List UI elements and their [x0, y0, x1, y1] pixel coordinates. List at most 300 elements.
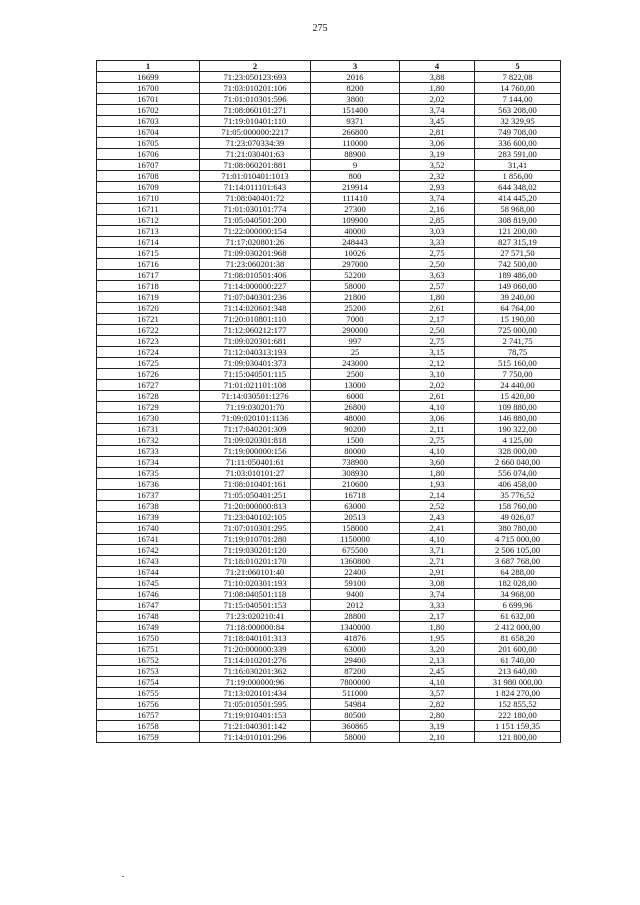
table-cell-col-1: 16757	[97, 710, 200, 721]
table-cell-col-2: 71:18:000000:84	[200, 622, 311, 633]
table-cell-col-4: 3,60	[400, 457, 475, 468]
table-cell-col-3: 109900	[311, 215, 400, 226]
table-cell-col-5: 749 708,00	[475, 127, 561, 138]
table-row	[97, 534, 561, 545]
table-cell-col-2: 71:12:060212:177	[200, 325, 311, 336]
table-cell-col-5: 14 760,00	[475, 83, 561, 94]
table-cell-col-2: 71:14:010101:296	[200, 732, 311, 743]
table-cell-col-3: 1340000	[311, 622, 400, 633]
table-cell-col-5: 7 144,00	[475, 94, 561, 105]
table-cell-col-4: 3,63	[400, 270, 475, 281]
table-row	[97, 292, 561, 303]
table-cell-col-2: 71:19:030201:120	[200, 545, 311, 556]
table-cell-col-1: 16743	[97, 556, 200, 567]
table-cell-col-2: 71:13:020101:434	[200, 688, 311, 699]
table-cell-col-5: 283 591,00	[475, 149, 561, 160]
table-cell-col-4: 2,14	[400, 490, 475, 501]
table-row	[97, 226, 561, 237]
table-cell-col-1: 16749	[97, 622, 200, 633]
table-cell-col-5: 380 780,00	[475, 523, 561, 534]
table-cell-col-3: 151400	[311, 105, 400, 116]
table-cell-col-5: 190 322,00	[475, 424, 561, 435]
table-cell-col-1: 16719	[97, 292, 200, 303]
table-cell-col-3: 80000	[311, 446, 400, 457]
table-row	[97, 512, 561, 523]
table-cell-col-5: 644 348,02	[475, 182, 561, 193]
table-cell-col-2: 71:23:070334:39	[200, 138, 311, 149]
table-cell-col-5: 64 764,00	[475, 303, 561, 314]
table-row	[97, 523, 561, 534]
table-cell-col-4: 4,10	[400, 534, 475, 545]
table-cell-col-5: 81 658,20	[475, 633, 561, 644]
table-cell-col-1: 16708	[97, 171, 200, 182]
table-cell-col-4: 3,06	[400, 413, 475, 424]
table-cell-col-3: 297000	[311, 259, 400, 270]
table-cell-col-2: 71:18:040101:313	[200, 633, 311, 644]
table-cell-col-5: 182 028,00	[475, 578, 561, 589]
table-cell-col-1: 16713	[97, 226, 200, 237]
table-cell-col-5: 58 968,00	[475, 204, 561, 215]
table-cell-col-2: 71:01:010301:596	[200, 94, 311, 105]
column-header-3: 3	[311, 61, 400, 72]
table-cell-col-5: 27 571,50	[475, 248, 561, 259]
table-cell-col-2: 71:15:040501:115	[200, 369, 311, 380]
table-cell-col-1: 16720	[97, 303, 200, 314]
table-row	[97, 545, 561, 556]
table-cell-col-4: 2,43	[400, 512, 475, 523]
table-cell-col-4: 2,75	[400, 336, 475, 347]
table-cell-col-4: 2,61	[400, 303, 475, 314]
table-cell-col-4: 1,93	[400, 479, 475, 490]
table-row	[97, 633, 561, 644]
table-cell-col-3: 28800	[311, 611, 400, 622]
table-cell-col-4: 3,74	[400, 589, 475, 600]
table-cell-col-4: 3,71	[400, 545, 475, 556]
table-row	[97, 171, 561, 182]
table-cell-col-1: 16723	[97, 336, 200, 347]
table-cell-col-4: 2,75	[400, 435, 475, 446]
table-cell-col-5: 222 180,00	[475, 710, 561, 721]
table-cell-col-1: 16704	[97, 127, 200, 138]
table-cell-col-4: 2,45	[400, 666, 475, 677]
table-cell-col-2: 71:19:010701:280	[200, 534, 311, 545]
table-row	[97, 94, 561, 105]
table-cell-col-5: 61 740,00	[475, 655, 561, 666]
table-cell-col-3: 266800	[311, 127, 400, 138]
table-cell-col-5: 121 800,00	[475, 732, 561, 743]
table-cell-col-5: 2 506 105,00	[475, 545, 561, 556]
table-cell-col-3: 59100	[311, 578, 400, 589]
table-cell-col-3: 2016	[311, 72, 400, 83]
table-cell-col-1: 16728	[97, 391, 200, 402]
table-cell-col-2: 71:03:010101:27	[200, 468, 311, 479]
table-cell-col-1: 16703	[97, 116, 200, 127]
table-cell-col-2: 71:23:040102:105	[200, 512, 311, 523]
table-row	[97, 391, 561, 402]
table-cell-col-4: 3,10	[400, 369, 475, 380]
table-cell-col-3: 63000	[311, 644, 400, 655]
table-cell-col-2: 71:23:060201:38	[200, 259, 311, 270]
table-cell-col-5: 34 968,00	[475, 589, 561, 600]
table-cell-col-1: 16710	[97, 193, 200, 204]
table-cell-col-2: 71:11:050401:61	[200, 457, 311, 468]
table-cell-col-3: 511000	[311, 688, 400, 699]
table-cell-col-1: 16724	[97, 347, 200, 358]
table-cell-col-4: 1,80	[400, 468, 475, 479]
table-cell-col-2: 71:23:050123:693	[200, 72, 311, 83]
table-cell-col-1: 16754	[97, 677, 200, 688]
table-cell-col-5: 3 687 768,00	[475, 556, 561, 567]
table-cell-col-4: 2,61	[400, 391, 475, 402]
table-cell-col-4: 2,75	[400, 248, 475, 259]
table-cell-col-4: 3,74	[400, 193, 475, 204]
table-row	[97, 622, 561, 633]
table-cell-col-3: 110000	[311, 138, 400, 149]
table-row	[97, 347, 561, 358]
table-row	[97, 116, 561, 127]
table-cell-col-5: 7 750,00	[475, 369, 561, 380]
scan-dot-mark	[122, 876, 124, 877]
table-cell-col-1: 16716	[97, 259, 200, 270]
table-cell-col-4: 2,02	[400, 94, 475, 105]
table-cell-col-2: 71:09:020301:818	[200, 435, 311, 446]
table-cell-col-5: 406 458,00	[475, 479, 561, 490]
table-row	[97, 149, 561, 160]
table-cell-col-4: 2,17	[400, 314, 475, 325]
table-row	[97, 402, 561, 413]
table-cell-col-3: 800	[311, 171, 400, 182]
table-cell-col-2: 71:07:010301:295	[200, 523, 311, 534]
table-cell-col-4: 3,88	[400, 72, 475, 83]
table-cell-col-3: 7000	[311, 314, 400, 325]
table-cell-col-3: 3800	[311, 94, 400, 105]
table-cell-col-5: 24 440,00	[475, 380, 561, 391]
table-cell-col-4: 3,33	[400, 237, 475, 248]
table-cell-col-3: 9400	[311, 589, 400, 600]
column-header-5: 5	[475, 61, 561, 72]
table-cell-col-2: 71:22:000000:154	[200, 226, 311, 237]
table-row	[97, 325, 561, 336]
table-cell-col-2: 71:17:040201:309	[200, 424, 311, 435]
table-cell-col-5: 336 600,00	[475, 138, 561, 149]
table-cell-col-1: 16750	[97, 633, 200, 644]
table-cell-col-1: 16712	[97, 215, 200, 226]
table-cell-col-5: 189 486,00	[475, 270, 561, 281]
table-cell-col-1: 16705	[97, 138, 200, 149]
table-cell-col-3: 26800	[311, 402, 400, 413]
table-cell-col-2: 71:08:010501:406	[200, 270, 311, 281]
table-cell-col-2: 71:21:060101:40	[200, 567, 311, 578]
column-header-1: 1	[97, 61, 200, 72]
table-cell-col-3: 27300	[311, 204, 400, 215]
table-cell-col-2: 71:01:010401:1013	[200, 171, 311, 182]
table-row	[97, 556, 561, 567]
table-body	[97, 72, 561, 743]
table-cell-col-1: 16727	[97, 380, 200, 391]
table-cell-col-3: 738900	[311, 457, 400, 468]
table-cell-col-5: 49 026,07	[475, 512, 561, 523]
table-cell-col-2: 71:07:040301:236	[200, 292, 311, 303]
table-cell-col-2: 71:15:040501:153	[200, 600, 311, 611]
table-cell-col-1: 16706	[97, 149, 200, 160]
table-cell-col-1: 16736	[97, 479, 200, 490]
table-cell-col-3: 25	[311, 347, 400, 358]
table-cell-col-2: 71:05:000000:2217	[200, 127, 311, 138]
table-cell-col-3: 41876	[311, 633, 400, 644]
table-cell-col-2: 71:09:030401:373	[200, 358, 311, 369]
table-cell-col-2: 71:19:000000:156	[200, 446, 311, 457]
table-cell-col-4: 3,20	[400, 644, 475, 655]
table-row	[97, 215, 561, 226]
table-cell-col-4: 2,32	[400, 171, 475, 182]
table-cell-col-1: 16711	[97, 204, 200, 215]
table-cell-col-5: 1 824 270,00	[475, 688, 561, 699]
table-cell-col-3: 90200	[311, 424, 400, 435]
table-cell-col-2: 71:05:010501:595	[200, 699, 311, 710]
table-cell-col-3: 210600	[311, 479, 400, 490]
table-row	[97, 721, 561, 732]
table-row	[97, 611, 561, 622]
table-cell-col-2: 71:05:050401:251	[200, 490, 311, 501]
table-cell-col-4: 2,02	[400, 380, 475, 391]
table-cell-col-1: 16753	[97, 666, 200, 677]
table-row	[97, 666, 561, 677]
table-cell-col-4: 2,81	[400, 127, 475, 138]
table-cell-col-5: 213 640,00	[475, 666, 561, 677]
table-cell-col-1: 16725	[97, 358, 200, 369]
table-cell-col-1: 16751	[97, 644, 200, 655]
table-cell-col-4: 3,15	[400, 347, 475, 358]
table-cell-col-3: 243000	[311, 358, 400, 369]
table-cell-col-4: 2,12	[400, 358, 475, 369]
table-cell-col-4: 3,33	[400, 600, 475, 611]
table-row	[97, 83, 561, 94]
table-row	[97, 710, 561, 721]
table-cell-col-1: 16701	[97, 94, 200, 105]
table-header-row	[97, 61, 561, 72]
table-cell-col-1: 16742	[97, 545, 200, 556]
table-cell-col-5: 61 632,00	[475, 611, 561, 622]
table-cell-col-1: 16729	[97, 402, 200, 413]
table-cell-col-5: 15 190,00	[475, 314, 561, 325]
table-cell-col-1: 16730	[97, 413, 200, 424]
table-cell-col-2: 71:01:030101:774	[200, 204, 311, 215]
table-row	[97, 105, 561, 116]
table-cell-col-3: 58000	[311, 281, 400, 292]
table-cell-col-5: 146 880,00	[475, 413, 561, 424]
table-cell-col-1: 16738	[97, 501, 200, 512]
table-cell-col-3: 20513	[311, 512, 400, 523]
table-cell-col-3: 8200	[311, 83, 400, 94]
table-cell-col-5: 78,75	[475, 347, 561, 358]
table-cell-col-1: 16740	[97, 523, 200, 534]
table-cell-col-2: 71:14:030501:1276	[200, 391, 311, 402]
table-cell-col-3: 13000	[311, 380, 400, 391]
table-cell-col-3: 25200	[311, 303, 400, 314]
table-cell-col-4: 2,80	[400, 710, 475, 721]
table-cell-col-2: 71:08:010401:161	[200, 479, 311, 490]
table-cell-col-3: 10026	[311, 248, 400, 259]
page-number: 275	[312, 23, 328, 34]
table-cell-col-4: 1,80	[400, 292, 475, 303]
table-cell-col-5: 152 855,52	[475, 699, 561, 710]
table-row	[97, 314, 561, 325]
table-cell-col-1: 16752	[97, 655, 200, 666]
table-row	[97, 424, 561, 435]
table-row	[97, 655, 561, 666]
table-cell-col-5: 4 715 000,00	[475, 534, 561, 545]
table-cell-col-5: 414 445,20	[475, 193, 561, 204]
table-cell-col-4: 2,57	[400, 281, 475, 292]
table-cell-col-1: 16756	[97, 699, 200, 710]
table-cell-col-3: 1500	[311, 435, 400, 446]
table-cell-col-5: 563 208,00	[475, 105, 561, 116]
table-row	[97, 138, 561, 149]
table-row	[97, 490, 561, 501]
table-cell-col-2: 71:19:010401:153	[200, 710, 311, 721]
table-cell-col-2: 71:08:060201:881	[200, 160, 311, 171]
table-cell-col-4: 2,85	[400, 215, 475, 226]
table-cell-col-4: 3,57	[400, 688, 475, 699]
table-cell-col-4: 2,10	[400, 732, 475, 743]
table-cell-col-2: 71:19:010401:110	[200, 116, 311, 127]
table-cell-col-2: 71:21:030401:63	[200, 149, 311, 160]
table-cell-col-1: 16744	[97, 567, 200, 578]
table-cell-col-1: 16745	[97, 578, 200, 589]
table-row	[97, 468, 561, 479]
table-cell-col-3: 88900	[311, 149, 400, 160]
table-cell-col-4: 3,08	[400, 578, 475, 589]
table-cell-col-2: 71:23:020210:41	[200, 611, 311, 622]
table-row	[97, 127, 561, 138]
table-cell-col-1: 16747	[97, 600, 200, 611]
table-cell-col-4: 3,52	[400, 160, 475, 171]
table-cell-col-5: 328 000,00	[475, 446, 561, 457]
column-header-2: 2	[200, 61, 311, 72]
table-row	[97, 259, 561, 270]
table-row	[97, 336, 561, 347]
table-cell-col-5: 827 315,19	[475, 237, 561, 248]
table-row	[97, 732, 561, 743]
table-cell-col-3: 2500	[311, 369, 400, 380]
table-cell-col-4: 1,80	[400, 622, 475, 633]
table-cell-col-5: 149 060,00	[475, 281, 561, 292]
table-cell-col-5: 2 412 000,00	[475, 622, 561, 633]
table-cell-col-2: 71:09:030201:968	[200, 248, 311, 259]
table-cell-col-4: 2,93	[400, 182, 475, 193]
table-row	[97, 369, 561, 380]
table-cell-col-1: 16717	[97, 270, 200, 281]
table-cell-col-5: 15 420,00	[475, 391, 561, 402]
table-row	[97, 182, 561, 193]
table-cell-col-5: 1 856,00	[475, 171, 561, 182]
table-cell-col-5: 2 741,75	[475, 336, 561, 347]
table-cell-col-5: 515 160,00	[475, 358, 561, 369]
table-cell-col-5: 31,41	[475, 160, 561, 171]
table-cell-col-1: 16748	[97, 611, 200, 622]
table-cell-col-3: 22400	[311, 567, 400, 578]
table-row	[97, 248, 561, 259]
table-cell-col-5: 725 000,00	[475, 325, 561, 336]
table-cell-col-1: 16755	[97, 688, 200, 699]
table-row	[97, 589, 561, 600]
table-cell-col-4: 3,45	[400, 116, 475, 127]
table-row	[97, 270, 561, 281]
table-cell-col-1: 16700	[97, 83, 200, 94]
table-row	[97, 380, 561, 391]
table-cell-col-4: 2,17	[400, 611, 475, 622]
table-row	[97, 677, 561, 688]
table-cell-col-2: 71:09:020301:681	[200, 336, 311, 347]
table-cell-col-2: 71:20:000000:813	[200, 501, 311, 512]
table-cell-col-5: 109 880,00	[475, 402, 561, 413]
table-row	[97, 501, 561, 512]
table-cell-col-3: 111410	[311, 193, 400, 204]
table-cell-col-2: 71:03:010201:106	[200, 83, 311, 94]
table-cell-col-4: 3,03	[400, 226, 475, 237]
table-row	[97, 237, 561, 248]
table-cell-col-3: 1360800	[311, 556, 400, 567]
table-cell-col-1: 16726	[97, 369, 200, 380]
table-cell-col-4: 3,74	[400, 105, 475, 116]
table-cell-col-3: 675500	[311, 545, 400, 556]
table-row	[97, 600, 561, 611]
table-cell-col-2: 71:14:000000:227	[200, 281, 311, 292]
table-row	[97, 72, 561, 83]
table-cell-col-3: 2012	[311, 600, 400, 611]
table-cell-col-1: 16714	[97, 237, 200, 248]
table-cell-col-3: 9371	[311, 116, 400, 127]
table-cell-col-3: 16718	[311, 490, 400, 501]
table-cell-col-5: 64 288,00	[475, 567, 561, 578]
table-cell-col-3: 21800	[311, 292, 400, 303]
table-cell-col-3: 219914	[311, 182, 400, 193]
table-cell-col-2: 71:19:000000:96	[200, 677, 311, 688]
table-cell-col-2: 71:09:020101:1136	[200, 413, 311, 424]
table-cell-col-4: 4,10	[400, 446, 475, 457]
table-cell-col-1: 16734	[97, 457, 200, 468]
table-cell-col-5: 158 760,00	[475, 501, 561, 512]
table-cell-col-3: 290000	[311, 325, 400, 336]
table-cell-col-2: 71:20:000000:339	[200, 644, 311, 655]
table-cell-col-3: 87200	[311, 666, 400, 677]
table-row	[97, 193, 561, 204]
table-cell-col-5: 308 819,00	[475, 215, 561, 226]
table-cell-col-3: 1150000	[311, 534, 400, 545]
table-row	[97, 358, 561, 369]
table-cell-col-5: 6 699,96	[475, 600, 561, 611]
table-cell-col-2: 71:08:040501:118	[200, 589, 311, 600]
table-row	[97, 281, 561, 292]
table-cell-col-3: 54984	[311, 699, 400, 710]
table-cell-col-2: 71:05:040501:200	[200, 215, 311, 226]
table-row	[97, 699, 561, 710]
table-cell-col-3: 29400	[311, 655, 400, 666]
table-cell-col-1: 16732	[97, 435, 200, 446]
table-cell-col-4: 2,13	[400, 655, 475, 666]
table-cell-col-3: 248443	[311, 237, 400, 248]
table-cell-col-3: 63000	[311, 501, 400, 512]
table-cell-col-4: 1,95	[400, 633, 475, 644]
table-cell-col-2: 71:16:030201:362	[200, 666, 311, 677]
table-cell-col-4: 3,19	[400, 721, 475, 732]
table-cell-col-3: 58000	[311, 732, 400, 743]
table-cell-col-1: 16722	[97, 325, 200, 336]
table-row	[97, 204, 561, 215]
table-cell-col-2: 71:17:020801:26	[200, 237, 311, 248]
table-cell-col-3: 997	[311, 336, 400, 347]
table-cell-col-5: 31 980 000,00	[475, 677, 561, 688]
